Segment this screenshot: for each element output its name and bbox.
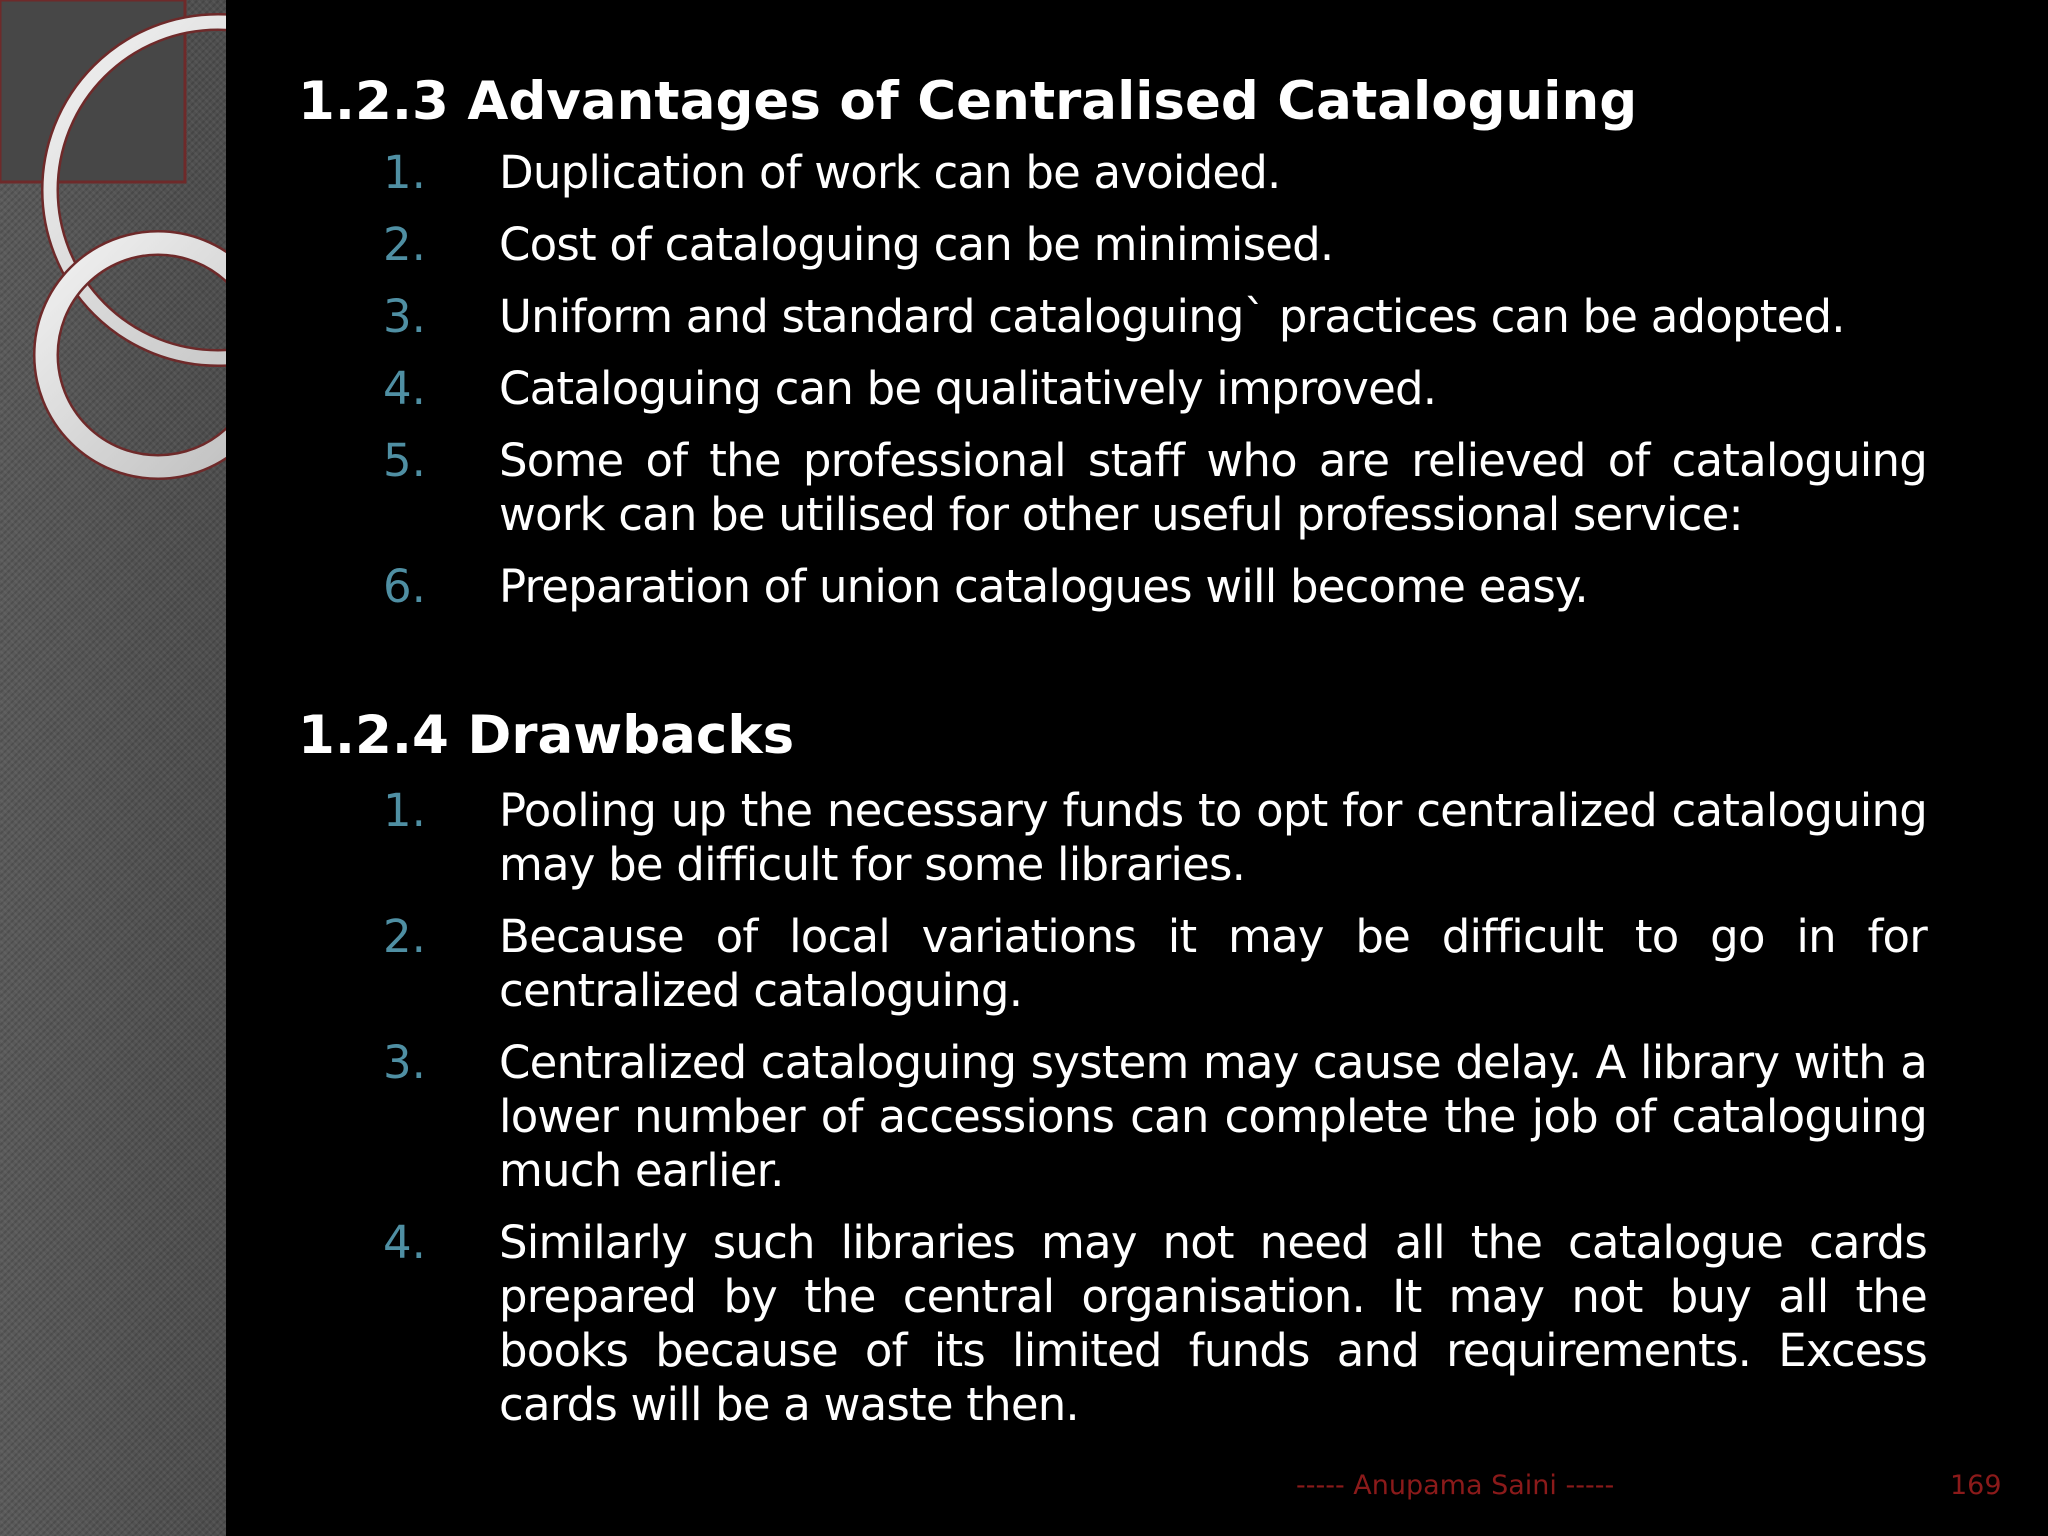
list-item-text: Similarly such libraries may not need all the catalogue cards prepared by the central organisation. It may not buy all the books because of its limited funds and requirements. Excess cards will be a waste then. <box>499 1216 1927 1431</box>
list-item-number: 3. <box>383 1036 426 1089</box>
page-number: 169 <box>1950 1470 2002 1501</box>
list-item <box>0 784 1927 892</box>
section-heading-drawbacks: 1.2.4 Drawbacks <box>298 705 795 766</box>
list-item-text: Preparation of union catalogues will become easy. <box>499 560 1588 613</box>
list-item <box>0 910 1927 1018</box>
list-item <box>0 362 1927 416</box>
list-item-number: 2. <box>383 910 426 963</box>
list-item-number: 3. <box>383 290 426 343</box>
list-item-text: Cataloguing can be qualitatively improved. <box>499 362 1437 415</box>
list-item-number: 6. <box>383 560 426 613</box>
section-heading-advantages: 1.2.3 Advantages of Centralised Cataloguing <box>298 71 1638 132</box>
list-item <box>0 146 1927 200</box>
list-item-text: Because of local variations it may be difficult to go in for centralized cataloguing. <box>499 910 1927 1017</box>
list-item-text: Cost of cataloguing can be minimised. <box>499 218 1334 271</box>
list-item-text: Some of the professional staff who are relieved of cataloguing work can be utilised for other useful professional service: <box>499 434 1927 541</box>
list-item-text: Duplication of work can be avoided. <box>499 146 1281 199</box>
list-item-number: 2. <box>383 218 426 271</box>
list-item <box>0 1036 1927 1198</box>
list-item <box>0 218 1927 272</box>
list-item-text: Pooling up the necessary funds to opt for centralized cataloguing may be difficult for some libraries. <box>499 784 1927 891</box>
list-item-number: 4. <box>383 362 426 415</box>
list-item-number: 1. <box>383 784 426 837</box>
list-item-number: 4. <box>383 1216 426 1269</box>
list-item-text: Centralized cataloguing system may cause delay. A library with a lower number of accessions can complete the job of cataloguing much earlier. <box>499 1036 1927 1197</box>
list-item <box>0 290 1927 344</box>
list-item <box>0 560 1927 614</box>
footer-author: ----- Anupama Saini ----- <box>1296 1470 1615 1501</box>
drawbacks-list <box>0 784 1927 1450</box>
list-item-number: 5. <box>383 434 426 487</box>
list-item-number: 1. <box>383 146 426 199</box>
list-item <box>0 1216 1927 1432</box>
advantages-list <box>0 146 1927 632</box>
list-item-text: Uniform and standard cataloguing` practices can be adopted. <box>499 290 1845 343</box>
list-item <box>0 434 1927 542</box>
